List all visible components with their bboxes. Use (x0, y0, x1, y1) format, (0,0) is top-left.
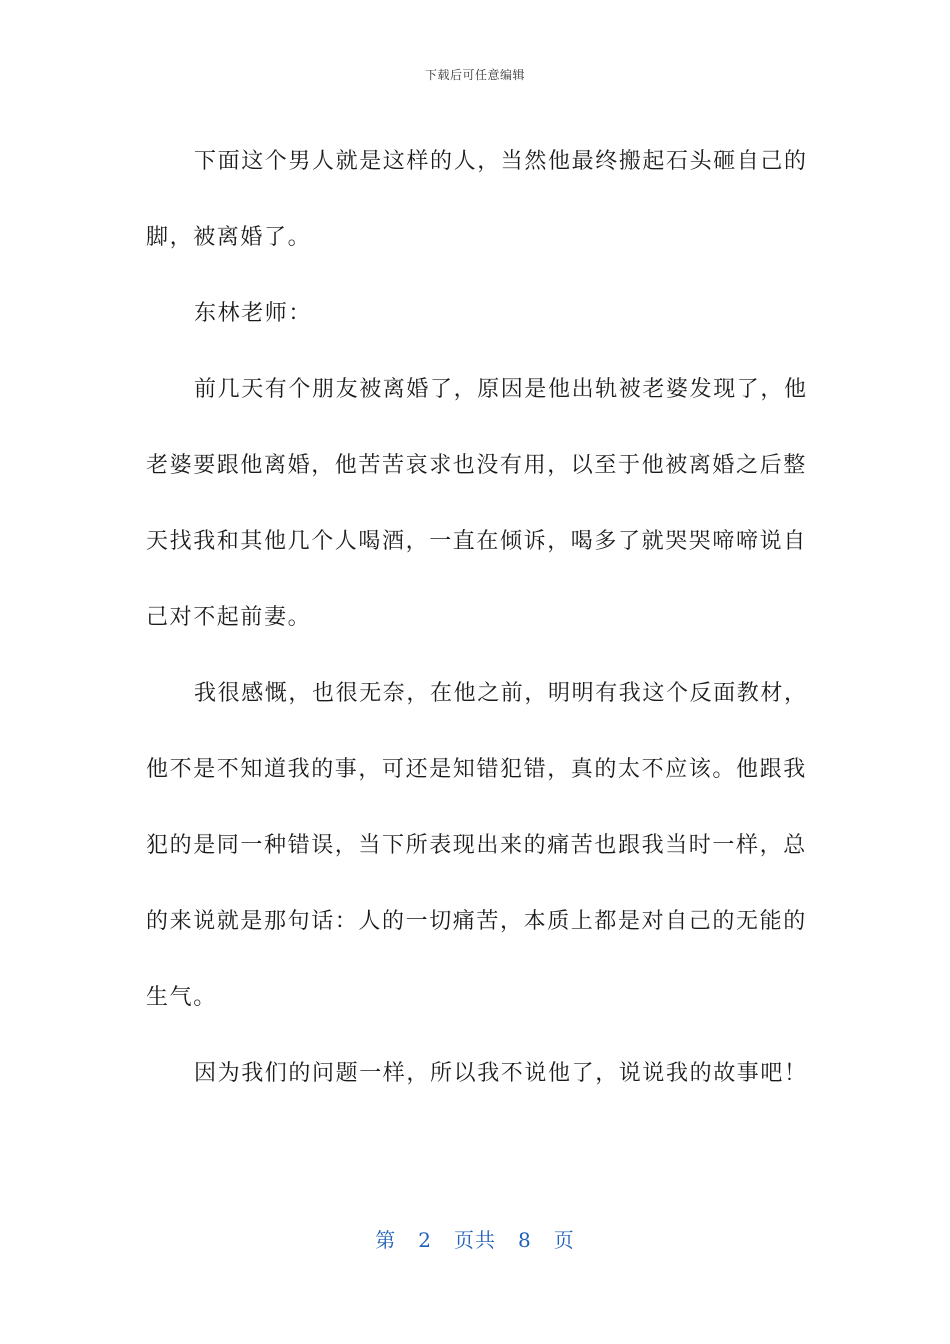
footer-prefix: 第 (375, 1228, 397, 1252)
paragraph: 因为我们的问题一样，所以我不说他了，说说我的故事吧！ (194, 1061, 808, 1086)
footer-middle: 页共 (454, 1228, 496, 1252)
paragraph: 前几天有个朋友被离婚了，原因是他出轨被老婆发现了，他老婆要跟他离婚，他苦苦哀求也没有用，以至于他被离婚之后整天找我和其他几个人喝酒，一直在倾诉，喝多了就哭哭啼啼说自己对不起前妻。 (146, 377, 808, 630)
page-header: 下载后可任意编辑 (424, 68, 525, 82)
document-body (146, 124, 816, 1112)
footer-suffix: 页 (553, 1228, 575, 1252)
paragraph: 我很感慨，也很无奈，在他之前，明明有我这个反面教材，他不是不知道我的事，可还是知错犯错，真的太不应该。他跟我犯的是同一种错误，当下所表现出来的痛苦也跟我当时一样，总的来说就是那句话：人的一切痛苦，本质上都是对自己的无能的生气。 (146, 681, 808, 1010)
current-page-number: 2 (418, 1228, 432, 1252)
paragraph: 下面这个男人就是这样的人，当然他最终搬起石头砸自己的脚，被离婚了。 (146, 149, 808, 250)
total-pages-number: 8 (518, 1228, 532, 1252)
paragraph: 东林老师： (194, 301, 313, 326)
page-footer (0, 1224, 950, 1253)
